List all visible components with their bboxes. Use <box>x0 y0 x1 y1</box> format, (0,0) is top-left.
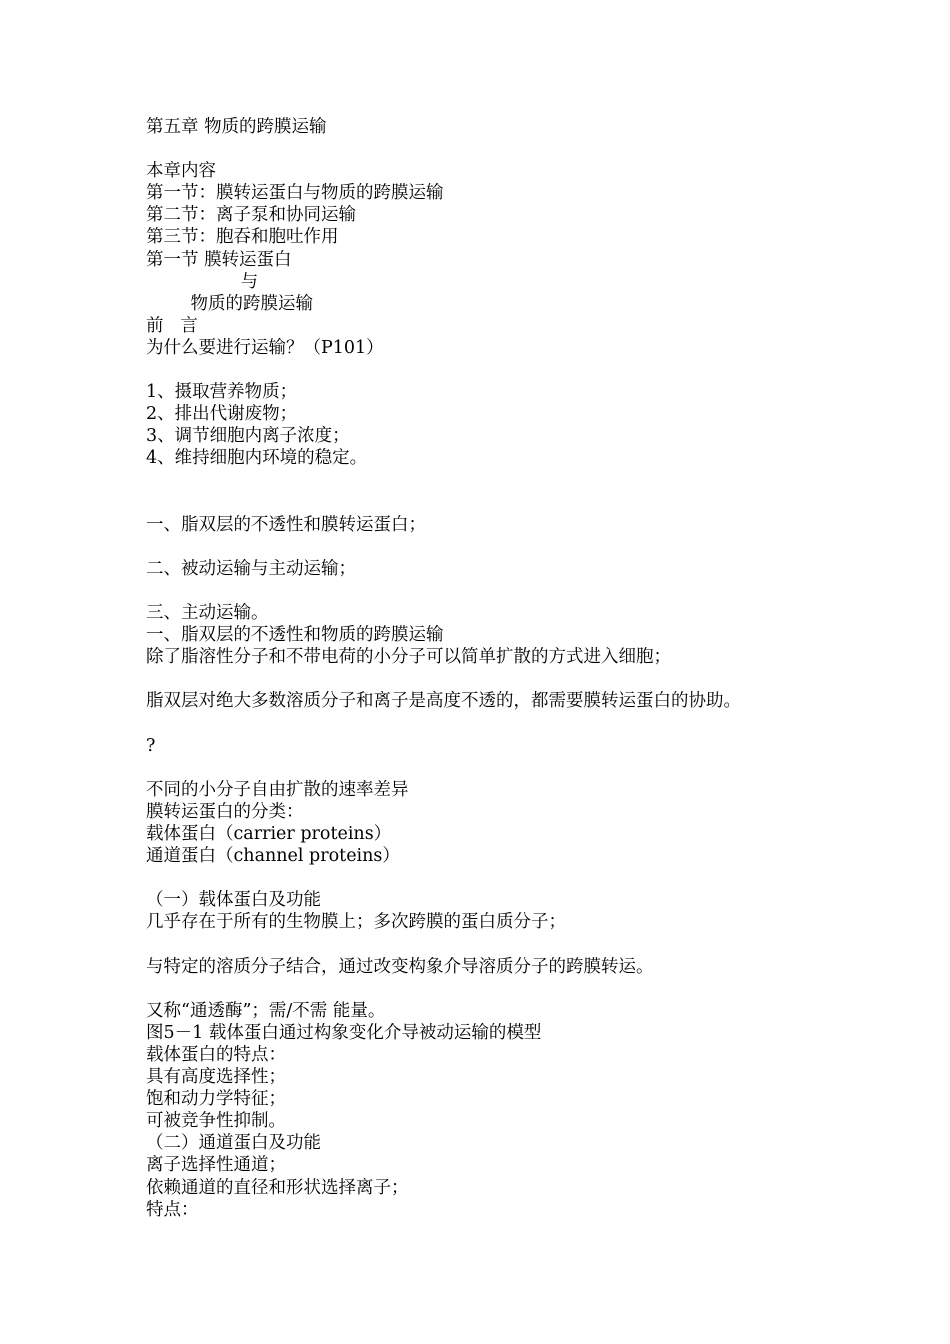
section-title-cont: 物质的跨膜运输 <box>146 293 314 314</box>
toc-item: 第二节：离子泵和协同运输 <box>146 205 356 226</box>
text-line: 通道蛋白（channel proteins） <box>146 846 400 867</box>
subsection-heading: （一）载体蛋白及功能 <box>146 890 321 911</box>
text-line: 载体蛋白的特点： <box>146 1044 286 1065</box>
blank-line <box>146 713 936 735</box>
blank-line <box>146 757 936 779</box>
text-line: 具有高度选择性； <box>146 1067 286 1088</box>
list-item: 3、调节细胞内离子浓度； <box>146 426 350 447</box>
text-line: 与特定的溶质分子结合，通过改变构象介导溶质分子的跨膜转运。 <box>146 956 654 977</box>
list-item: 2、排出代谢废物； <box>146 404 298 425</box>
text-line: 脂双层对绝大多数溶质分子和离子是高度不透的，都需要膜转运蛋白的协助。 <box>146 691 741 712</box>
text-line: 几乎存在于所有的生物膜上；多次跨膜的蛋白质分子； <box>146 912 566 933</box>
blank-line <box>146 580 936 602</box>
toc-item: 第三节：胞吞和胞吐作用 <box>146 227 339 248</box>
text-line: 又称“通透酶”；需/不需 能量。 <box>146 1000 386 1021</box>
blank-line <box>146 933 936 955</box>
blank-line <box>146 359 936 381</box>
text-line: 特点： <box>146 1199 199 1220</box>
blank-line <box>146 138 936 160</box>
outline-item: 二、被动运输与主动运输； <box>146 558 356 579</box>
blank-line <box>146 492 936 514</box>
blank-line <box>146 978 936 1000</box>
list-item: 1、摄取营养物质； <box>146 382 298 403</box>
figure-caption: 图5－1 载体蛋白通过构象变化介导被动运输的模型 <box>146 1022 542 1043</box>
text-line: 饱和动力学特征； <box>146 1089 286 1110</box>
outline-item: 三、主动运输。 <box>146 603 269 624</box>
text-line: 不同的小分子自由扩散的速率差异 <box>146 779 409 800</box>
subsection-heading: 一、脂双层的不透性和物质的跨膜运输 <box>146 625 444 646</box>
text-line: 除了脂溶性分子和不带电荷的小分子可以简单扩散的方式进入细胞； <box>146 647 671 668</box>
text-line: 离子选择性通道； <box>146 1155 286 1176</box>
preface-heading: 前 言 <box>146 315 198 336</box>
toc-item: 第一节：膜转运蛋白与物质的跨膜运输 <box>146 183 444 204</box>
blank-line <box>146 668 936 690</box>
subsection-heading: （二）通道蛋白及功能 <box>146 1133 321 1154</box>
text-line: ? <box>146 735 156 756</box>
blank-line <box>146 867 936 889</box>
text-line: 为什么要进行运输？（P101） <box>146 337 384 358</box>
chapter-title: 第五章 物质的跨膜运输 <box>146 117 327 137</box>
blank-line <box>146 470 936 492</box>
text-line: 膜转运蛋白的分类： <box>146 801 304 822</box>
section-title-cont: 与 <box>146 271 259 292</box>
blank-line <box>146 536 936 558</box>
section-heading: 本章内容 <box>146 161 216 182</box>
text-line: 可被竞争性抑制。 <box>146 1111 286 1132</box>
section-title: 第一节 膜转运蛋白 <box>146 249 292 270</box>
document-body <box>146 116 936 1221</box>
outline-item: 一、脂双层的不透性和膜转运蛋白； <box>146 514 426 535</box>
text-line: 载体蛋白（carrier proteins） <box>146 824 392 844</box>
list-item: 4、维持细胞内环境的稳定。 <box>146 448 368 469</box>
text-line: 依赖通道的直径和形状选择离子； <box>146 1177 409 1198</box>
